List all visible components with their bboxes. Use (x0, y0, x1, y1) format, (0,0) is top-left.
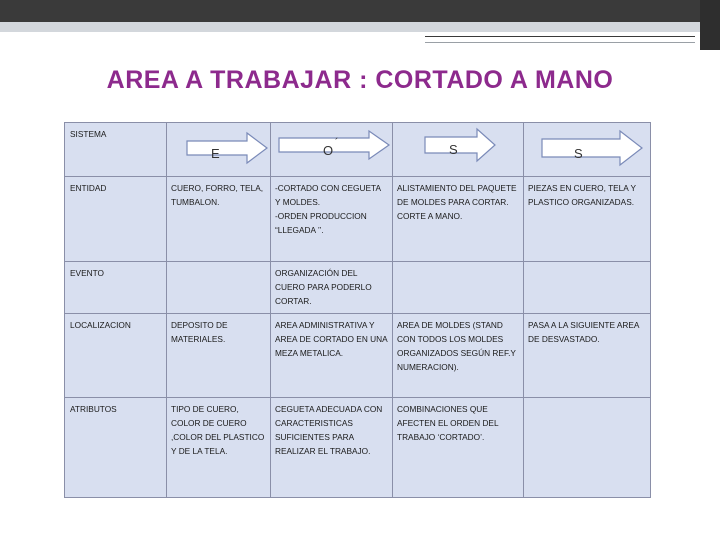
arrow-cell-s2 (524, 123, 651, 177)
decorative-double-rule (425, 36, 695, 43)
arrow-o-accent: ´ (335, 137, 339, 149)
cell-entidad-o-line1: -CORTADO CON CEGUETA Y MOLDES. (275, 183, 381, 207)
row-label-atributos: ATRIBUTOS (65, 398, 167, 498)
table-row-localizacion (65, 314, 651, 398)
top-right-bar (700, 0, 720, 50)
arrow-label-o: O (323, 143, 334, 158)
cell-localizacion-e: DEPOSITO DE MATERIALES. (167, 314, 271, 398)
cell-entidad-s1: ALISTAMIENTO DEL PAQUETE DE MOLDES PARA CORTAR. CORTE A MANO. (393, 177, 524, 262)
row-label-sistema: SISTEMA (65, 123, 167, 177)
table-row-entidad (65, 177, 651, 262)
arrow-label-e: E (211, 146, 220, 161)
cell-evento-o: ORGANIZACIÓN DEL CUERO PARA PODERLO CORTAR. (271, 262, 393, 314)
cell-evento-s1 (393, 262, 524, 314)
top-light-strip (0, 22, 700, 32)
cell-atributos-o: CEGUETA ADECUADA CON CARACTERISTICAS SUFICIENTES PARA REALIZAR EL TRABAJO. (271, 398, 393, 498)
slide-title: AREA A TRABAJAR : CORTADO A MANO (106, 66, 614, 94)
cell-evento-e (167, 262, 271, 314)
arrow-label-s1: S (449, 142, 458, 157)
cell-entidad-s2: PIEZAS EN CUERO, TELA Y PLASTICO ORGANIZADAS. (524, 177, 651, 262)
arrow-label-s2: S (574, 146, 583, 161)
cell-atributos-s1: COMBINACIONES QUE AFECTEN EL ORDEN DEL TRABAJO ‘CORTADO’. (393, 398, 524, 498)
cell-atributos-e: TIPO DE CUERO, COLOR DE CUERO ,COLOR DEL PLASTICO Y DE LA TELA. (167, 398, 271, 498)
cell-entidad-o (271, 177, 393, 262)
cell-localizacion-o: AREA ADMINISTRATIVA Y AREA DE CORTADO EN UNA MEZA METALICA. (271, 314, 393, 398)
cell-localizacion-s2: PASA A LA SIGUIENTE AREA DE DESVASTADO. (524, 314, 651, 398)
row-label-entidad: ENTIDAD (65, 177, 167, 262)
arrow-s2-shape (524, 123, 651, 177)
cell-entidad-o-line2: -ORDEN PRODUCCION “LLEGADA ’’. (275, 211, 367, 235)
arrow-cell-s1 (393, 123, 524, 177)
row-label-localizacion: LOCALIZACION (65, 314, 167, 398)
table-row-sistema (65, 123, 651, 177)
system-table (64, 122, 651, 498)
cell-entidad-e: CUERO, FORRO, TELA, TUMBALON. (167, 177, 271, 262)
row-label-evento: EVENTO (65, 262, 167, 314)
arrow-cell-e (167, 123, 271, 177)
table-row-evento (65, 262, 651, 314)
table-row-atributos (65, 398, 651, 498)
cell-localizacion-s1: AREA DE MOLDES (STAND CON TODOS LOS MOLDES ORGANIZADOS SEGÚN REF.Y NUMERACION). (393, 314, 524, 398)
cell-atributos-s2 (524, 398, 651, 498)
top-dark-bar (0, 0, 700, 22)
cell-evento-s2 (524, 262, 651, 314)
arrow-s1-shape (393, 123, 524, 177)
arrow-cell-o (271, 123, 393, 177)
